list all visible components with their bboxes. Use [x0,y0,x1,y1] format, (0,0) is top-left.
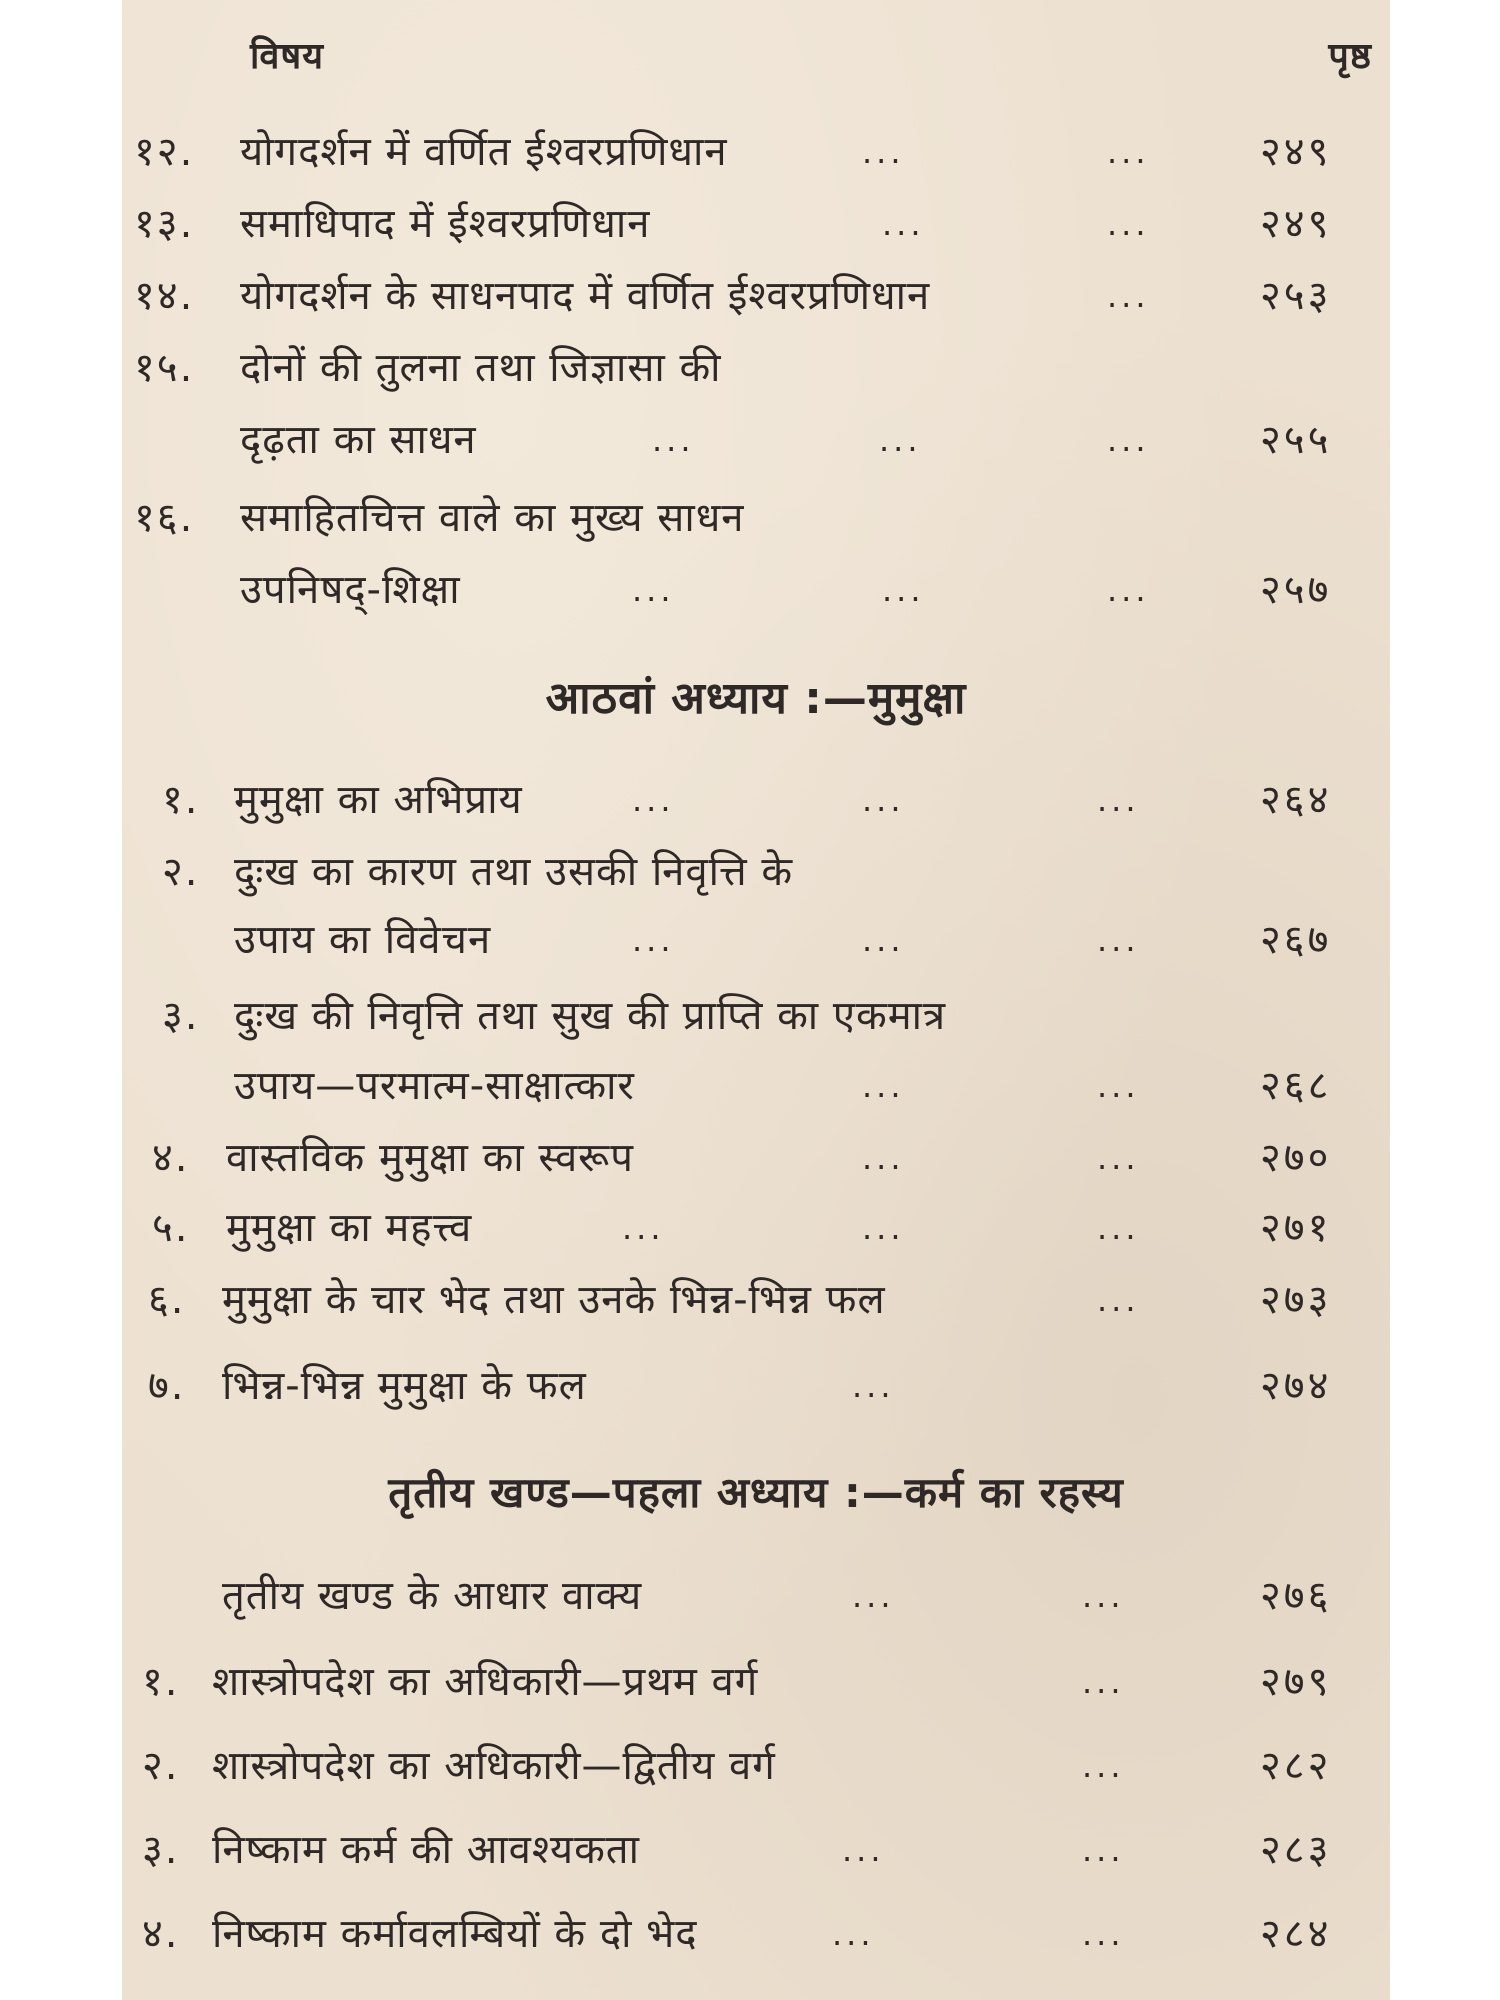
entry-page-number: २७३ [1260,1277,1332,1323]
entry-number: १२. [134,129,195,175]
leader-dots: ... [862,133,905,171]
leader-dots: ... [652,421,695,459]
entry-number: ६. [148,1277,186,1323]
leader-dots: ... [1082,1577,1125,1615]
entry-page-number: २८३ [1260,1827,1332,1873]
leader-dots: ... [1097,1067,1140,1105]
entry-number: ४. [152,1135,190,1181]
toc-entry-continuation [122,910,1390,970]
entry-page-number: २४९ [1260,201,1332,247]
entry-page-number: २४९ [1260,129,1332,175]
leader-dots: ... [1107,421,1150,459]
leader-dots: ... [852,1367,895,1405]
toc-entry [122,1652,1390,1712]
entry-number: १. [142,1659,180,1705]
entry-title: निष्काम कर्म की आवश्यकता [212,1827,640,1873]
toc-entry-continuation [122,560,1390,620]
leader-dots: ... [1097,1139,1140,1177]
entry-title: दोनों की तुलना तथा जिज्ञासा की [240,345,722,391]
leader-dots: ... [632,921,675,959]
entry-page-number: २७४ [1260,1363,1332,1409]
leader-dots: ... [852,1577,895,1615]
leader-dots: ... [1082,1663,1125,1701]
entry-page-number: २६४ [1260,777,1332,823]
entry-title: दुःख की निवृत्ति तथा सुख की प्राप्ति का एकमात्र [234,993,947,1039]
entry-number: १६. [134,495,195,541]
entry-title: योगदर्शन में वर्णित ईश्वरप्रणिधान [240,129,728,175]
leader-dots: ... [862,1067,905,1105]
entry-number: ७. [148,1363,186,1409]
entry-number: ४. [142,1911,180,1957]
entry-number: २. [162,849,200,895]
toc-entry [122,1820,1390,1880]
leader-dots: ... [632,571,675,609]
toc-entry [122,122,1390,182]
entry-page-number: २५७ [1260,567,1332,613]
entry-number: १५. [134,345,195,391]
entry-title: निष्काम कर्मावलम्बियों के दो भेद [212,1911,698,1957]
entry-title: भिन्न-भिन्न मुमुक्षा के फल [222,1363,587,1409]
leader-dots: ... [862,781,905,819]
leader-dots: ... [842,1831,885,1869]
chapter-heading: आठवां अध्याय :—मुमुक्षा [545,673,967,724]
leader-dots: ... [1107,571,1150,609]
entry-title: मुमुक्षा का अभिप्राय [234,777,523,823]
entry-number: १३. [134,201,195,247]
leader-dots: ... [1082,1747,1125,1785]
entry-title: उपनिषद्-शिक्षा [240,567,461,613]
leader-dots: ... [862,921,905,959]
section-heading: तृतीय खण्ड—पहला अध्याय :—कर्म का रहस्य [388,1468,1124,1517]
leader-dots: ... [1107,205,1150,243]
toc-entry [122,842,1390,902]
entry-page-number: २५५ [1260,417,1332,463]
entry-page-number: २८२ [1260,1743,1332,1789]
leader-dots: ... [1097,1281,1140,1319]
toc-entry [122,1356,1390,1416]
entry-page-number: २५३ [1260,273,1332,319]
subject-column-label: विषय [250,36,325,77]
entry-title: समाधिपाद में ईश्वरप्रणिधान [240,201,651,247]
toc-entry [122,266,1390,326]
entry-page-number: २७९ [1260,1659,1332,1705]
entry-number: ३. [142,1827,180,1873]
toc-entry [122,1270,1390,1330]
entry-title: वास्तविक मुमुक्षा का स्वरूप [226,1135,634,1181]
leader-dots: ... [1082,1915,1125,1953]
entry-number: ५. [152,1205,190,1251]
entry-page-number: २६८ [1260,1063,1332,1109]
leader-dots: ... [882,571,925,609]
toc-entry-continuation [122,410,1390,470]
entry-title: मुमुक्षा के चार भेद तथा उनके भिन्न-भिन्न फल [222,1277,886,1323]
entry-page-number: २७० [1260,1135,1332,1181]
leader-dots: ... [832,1915,875,1953]
toc-entry [122,1566,1390,1626]
toc-entry [122,1128,1390,1188]
leader-dots: ... [1097,1209,1140,1247]
leader-dots: ... [862,1139,905,1177]
toc-entry [122,1736,1390,1796]
toc-entry [122,194,1390,254]
entry-title: दुःख का कारण तथा उसकी निवृत्ति के [234,849,794,895]
entry-title: दृढ़ता का साधन [240,417,477,463]
entry-page-number: २६७ [1260,917,1332,963]
leader-dots: ... [1097,781,1140,819]
entry-page-number: २७१ [1260,1205,1332,1251]
entry-title: शास्त्रोपदेश का अधिकारी—द्वितीय वर्ग [212,1743,776,1789]
leader-dots: ... [1082,1831,1125,1869]
entry-number: १४. [134,273,195,319]
toc-entry [122,488,1390,548]
book-page [122,0,1390,2000]
entry-title: उपाय का विवेचन [234,917,492,963]
entry-title: उपाय—परमात्म-साक्षात्कार [234,1063,635,1109]
leader-dots: ... [882,205,925,243]
toc-entry [122,770,1390,830]
entry-page-number: २८४ [1260,1911,1332,1957]
leader-dots: ... [1097,921,1140,959]
leader-dots: ... [632,781,675,819]
entry-number: ३. [162,993,200,1039]
leader-dots: ... [862,1209,905,1247]
entry-title: तृतीय खण्ड के आधार वाक्य [222,1573,643,1619]
leader-dots: ... [879,421,922,459]
toc-entry [122,986,1390,1046]
entry-number: १. [162,777,200,823]
entry-title: समाहितचित्त वाले का मुख्य साधन [240,495,745,541]
entry-title: मुमुक्षा का महत्त्व [226,1205,473,1251]
toc-entry [122,1904,1390,1964]
entry-title: योगदर्शन के साधनपाद में वर्णित ईश्वरप्रणिधान [240,273,931,319]
toc-entry [122,338,1390,398]
entry-page-number: २७६ [1260,1573,1332,1619]
page-column-label: पृष्ठ [1328,36,1372,77]
toc-entry [122,1198,1390,1258]
leader-dots: ... [622,1209,665,1247]
entry-title: शास्त्रोपदेश का अधिकारी—प्रथम वर्ग [212,1659,759,1705]
leader-dots: ... [1107,277,1150,315]
toc-entry-continuation [122,1056,1390,1116]
entry-number: २. [142,1743,180,1789]
leader-dots: ... [1107,133,1150,171]
